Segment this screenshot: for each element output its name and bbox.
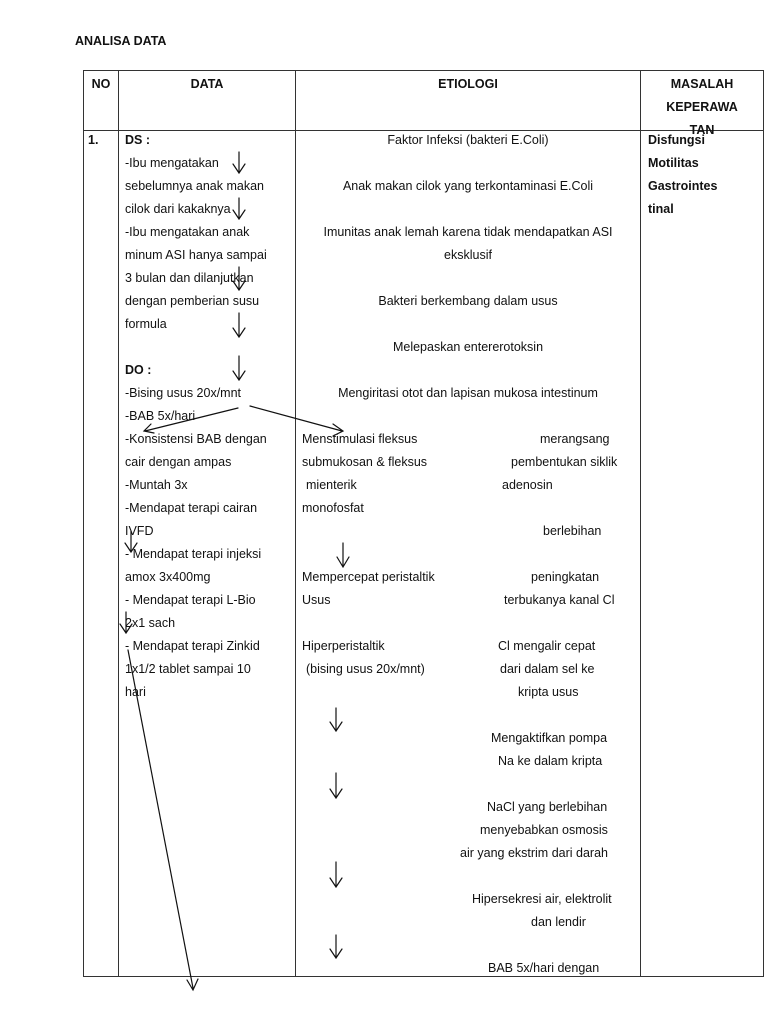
etiologi-step: Mengiritasi otot dan lapisan mukosa intestinum bbox=[338, 386, 598, 400]
etiologi-step: eksklusif bbox=[444, 248, 492, 262]
etiologi-step: Imunitas anak lemah karena tidak mendapatkan ASI bbox=[323, 225, 613, 239]
etiologi-left-step: Mempercepat peristaltik bbox=[302, 570, 435, 584]
etiologi-right-step: NaCl yang berlebihan bbox=[487, 800, 608, 814]
etiologi-right-step: dari dalam sel ke bbox=[500, 662, 595, 676]
etiologi-left-step: Usus bbox=[302, 593, 331, 607]
ds-line: cilok dari kakaknya bbox=[125, 202, 231, 216]
do-line: -BAB 5x/hari bbox=[125, 409, 196, 423]
masalah-line: Disfungsi bbox=[648, 133, 705, 147]
etiologi-step: Melepaskan entererotoksin bbox=[392, 340, 544, 354]
etiologi-right-step: berlebihan bbox=[543, 524, 602, 538]
page-title: ANALISA DATA bbox=[75, 34, 167, 48]
column-divider bbox=[118, 71, 119, 976]
etiologi-right-step: Mengaktifkan pompa bbox=[491, 731, 608, 745]
do-line: - Mendapat terapi L-Bio bbox=[125, 593, 256, 607]
row-number: 1. bbox=[88, 133, 99, 147]
etiologi-right-step: Hipersekresi air, elektrolit bbox=[472, 892, 612, 906]
header-no: NO bbox=[91, 77, 111, 91]
do-line: 2x1 sach bbox=[125, 616, 176, 630]
etiologi-right-step: terbukanya kanal Cl bbox=[504, 593, 615, 607]
column-divider bbox=[640, 71, 641, 976]
etiologi-step: Bakteri berkembang dalam usus bbox=[378, 294, 558, 308]
etiologi-left-step: (bising usus 20x/mnt) bbox=[306, 662, 425, 676]
header-masalah-line: TAN bbox=[689, 123, 715, 137]
ds-line: 3 bulan dan dilanjutkan bbox=[125, 271, 254, 285]
etiologi-step: Faktor Infeksi (bakteri E.Coli) bbox=[387, 133, 549, 147]
masalah-line: Gastrointes bbox=[648, 179, 718, 193]
do-line: - Mendapat terapi injeksi bbox=[125, 547, 262, 561]
etiologi-right-step: pembentukan siklik bbox=[511, 455, 618, 469]
etiologi-left-step: mienterik bbox=[306, 478, 357, 492]
etiologi-right-step: Na ke dalam kripta bbox=[498, 754, 603, 768]
ds-line: -Ibu mengatakan bbox=[125, 156, 219, 170]
do-label: DO : bbox=[125, 363, 152, 377]
do-line: -Mendapat terapi cairan bbox=[125, 501, 258, 515]
do-line: -Muntah 3x bbox=[125, 478, 188, 492]
do-line: IVFD bbox=[125, 524, 154, 538]
header-masalah-line: MASALAH bbox=[670, 77, 734, 91]
masalah-line: tinal bbox=[648, 202, 674, 216]
do-line: cair dengan ampas bbox=[125, 455, 232, 469]
do-line: -Bising usus 20x/mnt bbox=[125, 386, 242, 400]
etiologi-right-step: kripta usus bbox=[518, 685, 579, 699]
ds-line: -Ibu mengatakan anak bbox=[125, 225, 250, 239]
do-line: 1x1/2 tablet sampai 10 bbox=[125, 662, 251, 676]
ds-line: formula bbox=[125, 317, 167, 331]
ds-line: sebelumnya anak makan bbox=[125, 179, 264, 193]
etiologi-left-step: Menstimulasi fleksus bbox=[302, 432, 418, 446]
etiologi-left-step: Hiperperistaltik bbox=[302, 639, 385, 653]
etiologi-right-step: Cl mengalir cepat bbox=[498, 639, 596, 653]
etiologi-left-step: submukosan & fleksus bbox=[302, 455, 428, 469]
do-line: -Konsistensi BAB dengan bbox=[125, 432, 267, 446]
ds-line: dengan pemberian susu bbox=[125, 294, 260, 308]
do-line: hari bbox=[125, 685, 146, 699]
etiologi-right-step: merangsang bbox=[540, 432, 610, 446]
ds-line: minum ASI hanya sampai bbox=[125, 248, 267, 262]
masalah-line: Motilitas bbox=[648, 156, 699, 170]
etiologi-left-step: monofosfat bbox=[302, 501, 364, 515]
header-etiologi: ETIOLOGI bbox=[438, 77, 498, 91]
ds-label: DS : bbox=[125, 133, 150, 147]
etiologi-right-step: adenosin bbox=[502, 478, 553, 492]
do-line: - Mendapat terapi Zinkid bbox=[125, 639, 260, 653]
header-masalah-line: KEPERAWA bbox=[666, 100, 738, 114]
etiologi-right-step: air yang ekstrim dari darah bbox=[460, 846, 608, 860]
etiologi-step: Anak makan cilok yang terkontaminasi E.Coli bbox=[342, 179, 594, 193]
column-divider bbox=[295, 71, 296, 976]
etiologi-right-step: peningkatan bbox=[531, 570, 600, 584]
etiologi-right-step: menyebabkan osmosis bbox=[480, 823, 608, 837]
etiologi-right-step: BAB 5x/hari dengan bbox=[488, 961, 600, 975]
do-line: amox 3x400mg bbox=[125, 570, 211, 584]
header-data: DATA bbox=[190, 77, 224, 91]
etiologi-right-step: dan lendir bbox=[531, 915, 586, 929]
